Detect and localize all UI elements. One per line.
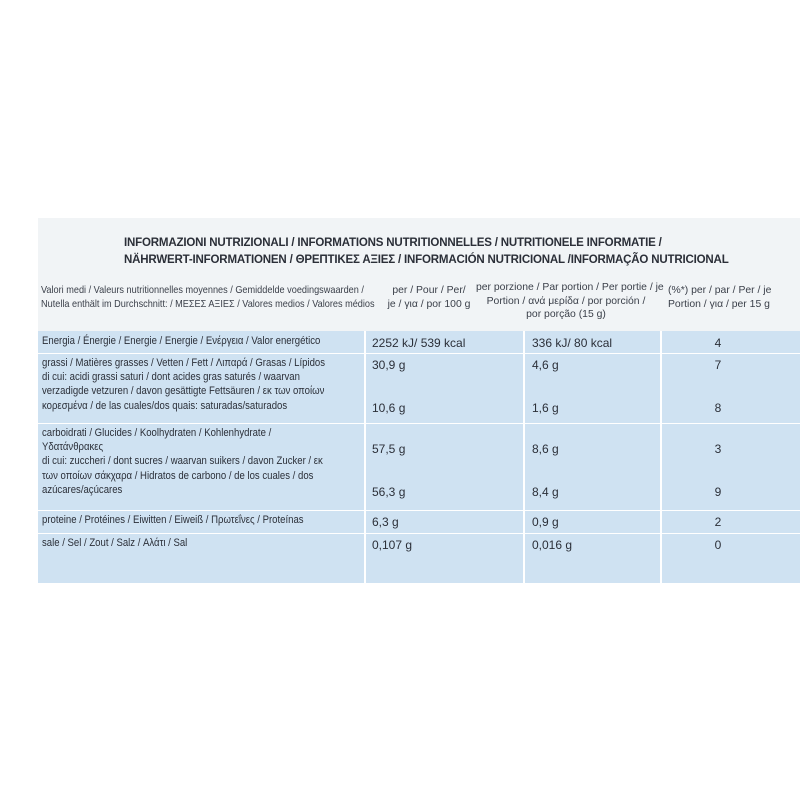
nutrient-name: carboidrati / Glucides / Koolhydraten / Kohlenhydrate / Υδατάνθρακες di cui: zuccheri / dont sucres / waarvan suikers / davon Zucker / εκ των οποίων σάκχαρα / Hidratos de carbono / de los cuales / dos azúcares/açúcares bbox=[42, 427, 323, 496]
value-per-100g: 2252 kJ/ 539 kcal bbox=[372, 336, 466, 350]
table-row bbox=[38, 331, 800, 354]
value-percent-ri: 9 bbox=[714, 484, 722, 499]
table-row bbox=[38, 423, 800, 511]
value-per-portion: 1,6 g bbox=[532, 400, 559, 415]
nutrient-name: sale / Sel / Zout / Salz / Αλάτι / Sal bbox=[42, 537, 188, 549]
table-row bbox=[38, 353, 800, 424]
nutrition-table bbox=[38, 331, 800, 583]
value-per-100g: 30,9 g bbox=[372, 358, 406, 372]
value-percent-ri: 7 bbox=[714, 358, 722, 372]
value-percent-ri: 0 bbox=[714, 538, 722, 552]
title-line: NÄHRWERT-INFORMATIONEN / ΘΡΕΠΤΙΚΕΣ ΑΞΙΕΣ / INFORMACIÓN NUTRICIONAL /INFORMAÇÃO NUTRICIONAL bbox=[124, 252, 729, 266]
value-per-100g: 56,3 g bbox=[372, 484, 406, 499]
title-line: INFORMAZIONI NUTRIZIONALI / INFORMATIONS NUTRITIONNELLES / NUTRITIONELE INFORMATIE / bbox=[124, 235, 662, 249]
nutrient-name: proteine / Protéines / Eiwitten / Eiweiß / Πρωτεΐνες / Proteínas bbox=[42, 514, 304, 526]
value-percent-ri: 8 bbox=[714, 400, 722, 415]
header-percent-ri: (%*) per / par / Per / je Portion / για / per 15 g bbox=[668, 285, 772, 310]
header-per-portion: per porzione / Par portion / Per portie / je Portion / ανά μερίδα / por porción / por porção (15 g) bbox=[476, 282, 664, 321]
label-title bbox=[124, 234, 729, 268]
value-per-portion: 8,4 g bbox=[532, 484, 559, 499]
value-per-portion: 4,6 g bbox=[532, 358, 559, 372]
nutrient-name: Energia / Énergie / Energie / Energie / Ενέργεια / Valor energético bbox=[42, 335, 321, 347]
table-row bbox=[38, 533, 800, 583]
value-per-100g: 6,3 g bbox=[372, 515, 399, 529]
value-per-100g: 57,5 g bbox=[372, 442, 406, 457]
value-percent-ri: 2 bbox=[714, 515, 722, 529]
column-divider bbox=[523, 331, 525, 583]
header-average-values: Valori medi / Valeurs nutritionnelles moyennes / Gemiddelde voedingswaarden / Nutella enthält im Durchschnitt: / ΜΕΣΕΣ ΑΞΙΕΣ / Valores medios / Valores médios bbox=[41, 285, 375, 310]
nutrition-label bbox=[38, 218, 800, 583]
value-per-portion: 336 kJ/ 80 kcal bbox=[532, 336, 613, 350]
value-per-portion: 8,6 g bbox=[532, 442, 559, 457]
nutrient-name: grassi / Matières grasses / Vetten / Fett / Λιπαρά / Grasas / Lípidos di cui: acidi grassi saturi / dont acides gras saturés / waarvan verzadigde vetzuren / davon gesättigte Fettsäuren / εκ των οποίων κορεσμένα / de las cuales/dos quais: saturadas/saturados bbox=[42, 357, 326, 412]
value-per-portion: 0,9 g bbox=[532, 515, 559, 529]
header-per-100g: per / Pour / Per/ je / για / por 100 g bbox=[387, 285, 471, 310]
value-per-100g: 0,107 g bbox=[372, 538, 413, 552]
value-per-100g: 10,6 g bbox=[372, 400, 406, 415]
value-percent-ri: 4 bbox=[714, 336, 722, 350]
column-divider bbox=[660, 331, 662, 583]
table-row bbox=[38, 510, 800, 534]
value-per-portion: 0,016 g bbox=[532, 538, 573, 552]
value-percent-ri: 3 bbox=[714, 442, 722, 457]
column-divider bbox=[364, 331, 366, 583]
